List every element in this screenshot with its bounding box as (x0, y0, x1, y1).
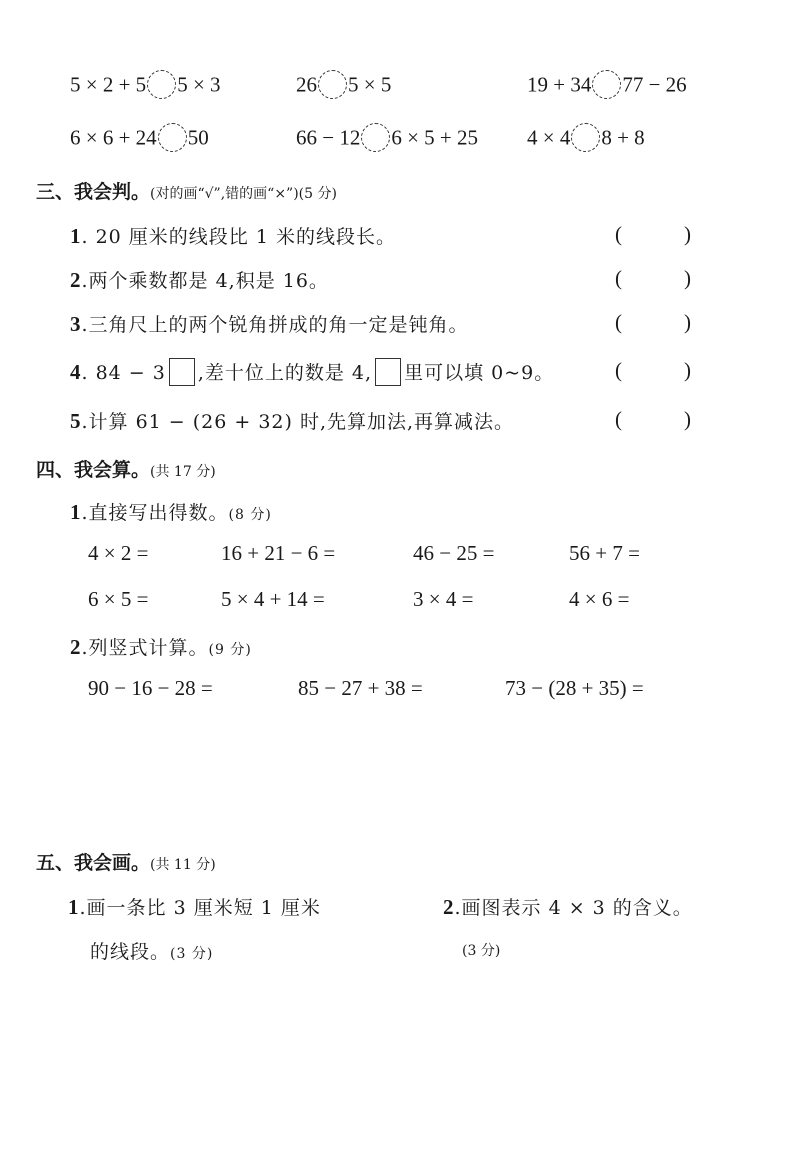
paren-open: ( (615, 266, 622, 290)
judge-item-2 (70, 266, 329, 293)
compare-right: 77 − 26 (622, 72, 687, 97)
compare-item-1-2 (296, 72, 391, 101)
section-title: 五、我会画。 (36, 852, 151, 874)
paren-open: ( (615, 358, 622, 382)
compare-item-2-1 (70, 125, 209, 154)
answer-paren-4[interactable] (615, 358, 691, 383)
sub-question-2 (70, 633, 252, 660)
compare-circle[interactable] (361, 123, 390, 152)
compare-left: 5 × 2 + 5 (70, 72, 147, 97)
calc-item: 5 × 4 + 14 = (221, 587, 325, 611)
answer-paren-3[interactable] (615, 310, 691, 335)
compare-circle[interactable] (571, 123, 600, 152)
calc-item: 4 × 2 = (88, 541, 149, 565)
compare-right: 50 (187, 125, 209, 150)
item-note: (3 分) (170, 946, 214, 962)
section-note: (对的画“√”,错的画“×”)(5 分) (150, 186, 337, 202)
item-text: .三角尺上的两个锐角拼成的角一定是钝角。 (81, 314, 469, 336)
item-number: 5 (70, 409, 82, 433)
fill-box[interactable] (169, 358, 195, 386)
item-note: (8 分) (228, 507, 272, 523)
section-5-heading (36, 848, 216, 875)
compare-item-2-2 (296, 125, 478, 154)
item-text: . 84 − 3 (81, 362, 166, 384)
compare-left: 4 × 4 (527, 125, 571, 150)
compare-right: 6 × 5 + 25 (391, 125, 479, 150)
item-number: 2 (70, 268, 82, 292)
paren-open: ( (615, 222, 622, 246)
calc-item: 4 × 6 = (569, 587, 630, 611)
compare-circle[interactable] (318, 70, 347, 99)
item-text: .直接写出得数。 (81, 502, 229, 524)
draw-question-1-line1 (68, 893, 321, 920)
compare-left: 19 + 34 (527, 72, 592, 97)
item-number: 1 (70, 500, 82, 524)
section-note: (共 11 分) (150, 857, 216, 873)
compare-right: 8 + 8 (601, 125, 645, 150)
calc-item: 46 − 25 = (413, 541, 495, 565)
item-number: 1 (68, 895, 80, 919)
judge-item-1 (70, 222, 396, 249)
item-number: 3 (70, 312, 82, 336)
compare-item-2-3 (527, 125, 645, 154)
item-number: 4 (70, 360, 82, 384)
answer-paren-1[interactable] (615, 222, 691, 247)
section-title: 三、我会判。 (36, 181, 151, 203)
draw-question-2-line1 (443, 893, 693, 920)
judge-item-4 (70, 358, 554, 388)
item-text: .画一条比 3 厘米短 1 厘米 (79, 897, 321, 919)
calc-item: 6 × 5 = (88, 587, 149, 611)
section-note: (共 17 分) (150, 464, 216, 480)
vertical-calc-item: 90 − 16 − 28 = (88, 676, 213, 700)
section-3-heading (36, 177, 337, 204)
item-text: 的线段。 (90, 941, 171, 963)
compare-circle[interactable] (147, 70, 176, 99)
item-text: .列竖式计算。 (81, 637, 209, 659)
compare-right: 5 × 5 (348, 72, 392, 97)
vertical-calc-item: 85 − 27 + 38 = (298, 676, 423, 700)
paren-close: ) (684, 407, 691, 431)
calc-item: 16 + 21 − 6 = (221, 541, 336, 565)
item-text: .两个乘数都是 4,积是 16。 (81, 270, 329, 292)
paren-close: ) (684, 358, 691, 382)
item-text: ,差十位上的数是 4, (197, 362, 373, 384)
item-text: 里可以填 0~9。 (404, 362, 555, 384)
section-title: 四、我会算。 (36, 459, 151, 481)
item-number: 2 (443, 895, 455, 919)
item-text: .计算 61 − (26 + 32) 时,先算加法,再算减法。 (81, 411, 515, 433)
paren-open: ( (615, 310, 622, 334)
paren-close: ) (684, 266, 691, 290)
paren-open: ( (615, 407, 622, 431)
compare-left: 66 − 12 (296, 125, 361, 150)
draw-question-2-note: (3 分) (462, 943, 501, 959)
answer-paren-5[interactable] (615, 407, 691, 432)
paren-close: ) (684, 222, 691, 246)
compare-circle[interactable] (158, 123, 187, 152)
vertical-calc-item: 73 − (28 + 35) = (505, 676, 644, 700)
judge-item-3 (70, 310, 469, 337)
paren-close: ) (684, 310, 691, 334)
compare-right: 5 × 3 (177, 72, 221, 97)
calc-item: 3 × 4 = (413, 587, 474, 611)
calc-item: 56 + 7 = (569, 541, 640, 565)
compare-circle[interactable] (592, 70, 621, 99)
item-text: .画图表示 4 × 3 的含义。 (454, 897, 693, 919)
compare-item-1-1 (70, 72, 221, 101)
item-number: 2 (70, 635, 82, 659)
draw-question-1-line2 (90, 937, 213, 964)
item-text: . 20 厘米的线段比 1 米的线段长。 (81, 226, 396, 248)
item-note: (9 分) (208, 642, 252, 658)
answer-paren-2[interactable] (615, 266, 691, 291)
sub-question-1 (70, 498, 272, 525)
compare-left: 6 × 6 + 24 (70, 125, 157, 150)
fill-box[interactable] (375, 358, 401, 386)
compare-item-1-3 (527, 72, 687, 101)
compare-left: 26 (296, 72, 317, 97)
section-4-heading (36, 455, 216, 482)
judge-item-5 (70, 407, 514, 434)
item-number: 1 (70, 224, 82, 248)
